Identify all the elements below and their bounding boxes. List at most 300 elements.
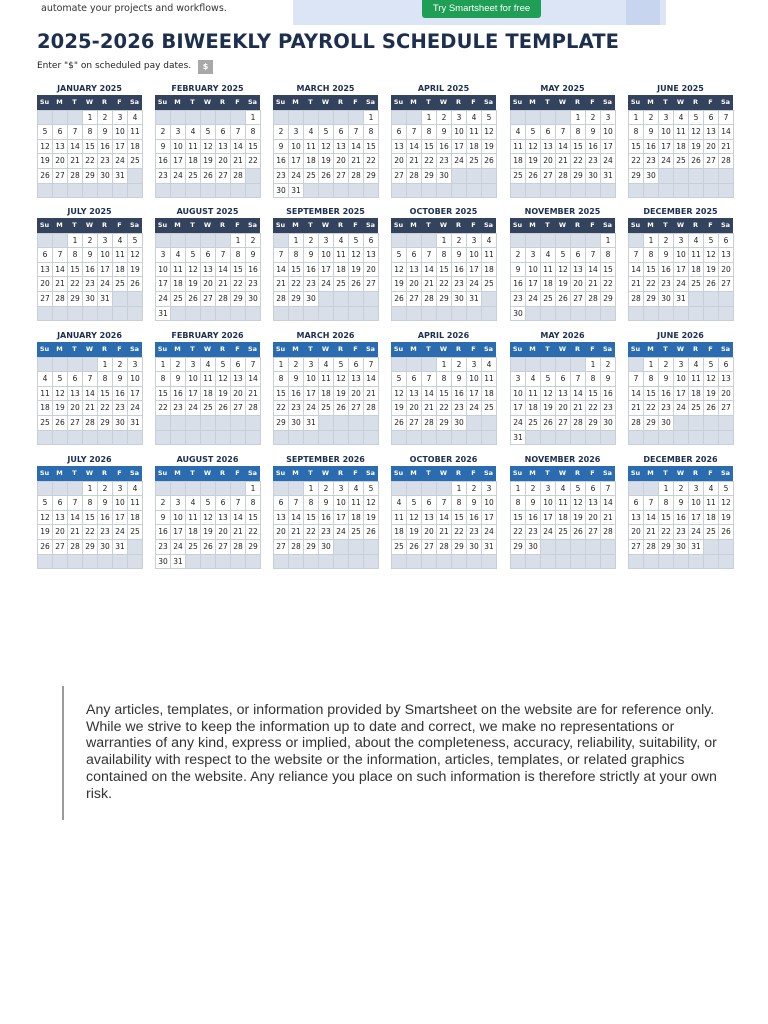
day-cell[interactable]: 15 (643, 386, 659, 402)
day-cell[interactable]: 29 (245, 539, 261, 555)
day-cell[interactable]: 15 (273, 386, 289, 402)
day-cell[interactable]: 15 (510, 510, 526, 526)
day-cell[interactable]: 13 (421, 510, 437, 526)
day-cell[interactable]: 30 (451, 291, 467, 307)
day-cell[interactable]: 25 (555, 524, 571, 540)
day-cell[interactable]: 25 (127, 153, 143, 169)
day-cell[interactable]: 18 (170, 276, 186, 292)
day-cell[interactable]: 31 (600, 168, 616, 184)
day-cell[interactable]: 8 (82, 124, 98, 140)
day-cell[interactable]: 6 (555, 371, 571, 387)
day-cell[interactable]: 27 (348, 400, 364, 416)
day-cell[interactable]: 23 (585, 153, 601, 169)
day-cell[interactable]: 10 (303, 371, 319, 387)
day-cell[interactable]: 28 (67, 539, 83, 555)
day-cell[interactable]: 22 (273, 400, 289, 416)
day-cell[interactable]: 23 (673, 524, 689, 540)
day-cell[interactable]: 9 (318, 495, 334, 511)
day-cell[interactable]: 17 (127, 386, 143, 402)
day-cell[interactable]: 6 (215, 124, 231, 140)
day-cell[interactable]: 18 (703, 510, 719, 526)
day-cell[interactable]: 14 (585, 262, 601, 278)
day-cell[interactable]: 26 (200, 539, 216, 555)
day-cell[interactable]: 2 (82, 233, 98, 249)
day-cell[interactable]: 13 (215, 510, 231, 526)
day-cell[interactable]: 16 (155, 153, 171, 169)
day-cell[interactable]: 13 (718, 371, 734, 387)
day-cell[interactable]: 28 (82, 415, 98, 431)
day-cell[interactable]: 14 (230, 510, 246, 526)
day-cell[interactable]: 11 (127, 495, 143, 511)
day-cell[interactable]: 25 (127, 524, 143, 540)
day-cell[interactable]: 29 (421, 168, 437, 184)
day-cell[interactable]: 13 (215, 139, 231, 155)
day-cell[interactable]: 15 (658, 510, 674, 526)
day-cell[interactable]: 15 (643, 262, 659, 278)
day-cell[interactable]: 18 (391, 524, 407, 540)
day-cell[interactable]: 29 (451, 539, 467, 555)
day-cell[interactable]: 10 (185, 371, 201, 387)
day-cell[interactable]: 11 (185, 510, 201, 526)
day-cell[interactable]: 19 (391, 400, 407, 416)
day-cell[interactable]: 26 (200, 168, 216, 184)
day-cell[interactable]: 2 (288, 357, 304, 373)
day-cell[interactable]: 23 (466, 524, 482, 540)
day-cell[interactable]: 10 (600, 124, 616, 140)
day-cell[interactable]: 10 (540, 495, 556, 511)
day-cell[interactable]: 6 (703, 110, 719, 126)
day-cell[interactable]: 30 (643, 168, 659, 184)
day-cell[interactable]: 4 (37, 371, 53, 387)
day-cell[interactable]: 11 (333, 247, 349, 263)
day-cell[interactable]: 1 (245, 110, 261, 126)
day-cell[interactable]: 2 (273, 124, 289, 140)
day-cell[interactable]: 18 (540, 276, 556, 292)
day-cell[interactable]: 13 (67, 386, 83, 402)
day-cell[interactable]: 9 (97, 495, 113, 511)
day-cell[interactable]: 9 (97, 124, 113, 140)
day-cell[interactable]: 2 (658, 233, 674, 249)
day-cell[interactable]: 9 (585, 124, 601, 140)
day-cell[interactable]: 31 (127, 415, 143, 431)
day-cell[interactable]: 17 (303, 386, 319, 402)
day-cell[interactable]: 28 (67, 168, 83, 184)
day-cell[interactable]: 11 (200, 371, 216, 387)
day-cell[interactable]: 30 (658, 415, 674, 431)
day-cell[interactable]: 29 (363, 168, 379, 184)
day-cell[interactable]: 8 (436, 371, 452, 387)
day-cell[interactable]: 24 (318, 276, 334, 292)
day-cell[interactable]: 4 (112, 233, 128, 249)
day-cell[interactable]: 14 (245, 371, 261, 387)
day-cell[interactable]: 4 (185, 124, 201, 140)
day-cell[interactable]: 4 (688, 233, 704, 249)
day-cell[interactable]: 5 (363, 481, 379, 497)
day-cell[interactable]: 23 (510, 291, 526, 307)
day-cell[interactable]: 7 (67, 124, 83, 140)
day-cell[interactable]: 19 (363, 510, 379, 526)
day-cell[interactable]: 17 (466, 386, 482, 402)
day-cell[interactable]: 16 (436, 139, 452, 155)
day-cell[interactable]: 22 (643, 400, 659, 416)
day-cell[interactable]: 7 (585, 247, 601, 263)
day-cell[interactable]: 2 (303, 233, 319, 249)
day-cell[interactable]: 11 (481, 247, 497, 263)
day-cell[interactable]: 11 (510, 139, 526, 155)
day-cell[interactable]: 24 (688, 524, 704, 540)
day-cell[interactable]: 21 (600, 510, 616, 526)
day-cell[interactable]: 29 (82, 168, 98, 184)
day-cell[interactable]: 1 (67, 233, 83, 249)
day-cell[interactable]: 4 (540, 247, 556, 263)
day-cell[interactable]: 20 (200, 276, 216, 292)
day-cell[interactable]: 13 (391, 139, 407, 155)
day-cell[interactable]: 28 (406, 168, 422, 184)
day-cell[interactable]: 7 (628, 247, 644, 263)
day-cell[interactable]: 27 (52, 539, 68, 555)
day-cell[interactable]: 27 (52, 168, 68, 184)
day-cell[interactable]: 1 (97, 357, 113, 373)
day-cell[interactable]: 1 (570, 110, 586, 126)
day-cell[interactable]: 27 (703, 153, 719, 169)
day-cell[interactable]: 5 (215, 357, 231, 373)
day-cell[interactable]: 5 (185, 247, 201, 263)
day-cell[interactable]: 8 (628, 124, 644, 140)
day-cell[interactable]: 2 (318, 481, 334, 497)
day-cell[interactable]: 13 (200, 262, 216, 278)
day-cell[interactable]: 19 (525, 153, 541, 169)
day-cell[interactable]: 19 (333, 386, 349, 402)
day-cell[interactable]: 30 (525, 539, 541, 555)
day-cell[interactable]: 9 (273, 139, 289, 155)
day-cell[interactable]: 2 (245, 233, 261, 249)
day-cell[interactable]: 14 (230, 139, 246, 155)
day-cell[interactable]: 4 (391, 495, 407, 511)
day-cell[interactable]: 4 (185, 495, 201, 511)
day-cell[interactable]: 25 (200, 400, 216, 416)
day-cell[interactable]: 19 (688, 139, 704, 155)
day-cell[interactable]: 20 (718, 386, 734, 402)
day-cell[interactable]: 16 (303, 262, 319, 278)
day-cell[interactable]: 18 (200, 386, 216, 402)
day-cell[interactable]: 5 (555, 247, 571, 263)
day-cell[interactable]: 3 (688, 481, 704, 497)
day-cell[interactable]: 22 (643, 276, 659, 292)
day-cell[interactable]: 22 (436, 400, 452, 416)
day-cell[interactable]: 12 (37, 510, 53, 526)
day-cell[interactable]: 7 (67, 495, 83, 511)
day-cell[interactable]: 11 (112, 247, 128, 263)
day-cell[interactable]: 2 (451, 233, 467, 249)
day-cell[interactable]: 22 (436, 276, 452, 292)
day-cell[interactable]: 12 (406, 510, 422, 526)
day-cell[interactable]: 27 (273, 539, 289, 555)
day-cell[interactable]: 19 (185, 276, 201, 292)
day-cell[interactable]: 1 (643, 357, 659, 373)
day-cell[interactable]: 1 (510, 481, 526, 497)
day-cell[interactable]: 22 (155, 400, 171, 416)
day-cell[interactable]: 8 (643, 247, 659, 263)
day-cell[interactable]: 28 (215, 291, 231, 307)
day-cell[interactable]: 9 (170, 371, 186, 387)
day-cell[interactable]: 4 (127, 481, 143, 497)
day-cell[interactable]: 1 (585, 357, 601, 373)
day-cell[interactable]: 17 (658, 139, 674, 155)
day-cell[interactable]: 21 (628, 400, 644, 416)
day-cell[interactable]: 30 (245, 291, 261, 307)
day-cell[interactable]: 21 (82, 400, 98, 416)
day-cell[interactable]: 8 (451, 495, 467, 511)
day-cell[interactable]: 6 (333, 124, 349, 140)
day-cell[interactable]: 10 (451, 124, 467, 140)
day-cell[interactable]: 3 (127, 357, 143, 373)
day-cell[interactable]: 19 (718, 510, 734, 526)
day-cell[interactable]: 18 (481, 386, 497, 402)
day-cell[interactable]: 7 (245, 357, 261, 373)
day-cell[interactable]: 3 (333, 481, 349, 497)
day-cell[interactable]: 29 (82, 539, 98, 555)
day-cell[interactable]: 18 (555, 510, 571, 526)
day-cell[interactable]: 4 (688, 357, 704, 373)
day-cell[interactable]: 16 (600, 386, 616, 402)
day-cell[interactable]: 16 (273, 153, 289, 169)
day-cell[interactable]: 3 (185, 357, 201, 373)
day-cell[interactable]: 1 (643, 233, 659, 249)
day-cell[interactable]: 26 (703, 276, 719, 292)
day-cell[interactable]: 19 (348, 262, 364, 278)
day-cell[interactable]: 10 (318, 247, 334, 263)
day-cell[interactable]: 8 (363, 124, 379, 140)
day-cell[interactable]: 5 (525, 124, 541, 140)
day-cell[interactable]: 24 (97, 276, 113, 292)
day-cell[interactable]: 20 (333, 153, 349, 169)
day-cell[interactable]: 6 (718, 233, 734, 249)
day-cell[interactable]: 4 (555, 481, 571, 497)
day-cell[interactable]: 15 (82, 139, 98, 155)
day-cell[interactable]: 7 (421, 247, 437, 263)
day-cell[interactable]: 26 (52, 415, 68, 431)
day-cell[interactable]: 10 (170, 139, 186, 155)
day-cell[interactable]: 17 (510, 400, 526, 416)
day-cell[interactable]: 15 (436, 262, 452, 278)
day-cell[interactable]: 14 (600, 495, 616, 511)
day-cell[interactable]: 12 (185, 262, 201, 278)
day-cell[interactable]: 4 (703, 481, 719, 497)
day-cell[interactable]: 23 (643, 153, 659, 169)
day-cell[interactable]: 30 (436, 168, 452, 184)
day-cell[interactable]: 12 (570, 495, 586, 511)
day-cell[interactable]: 13 (230, 371, 246, 387)
day-cell[interactable]: 2 (643, 110, 659, 126)
day-cell[interactable]: 22 (600, 276, 616, 292)
day-cell[interactable]: 27 (37, 291, 53, 307)
day-cell[interactable]: 1 (363, 110, 379, 126)
day-cell[interactable]: 15 (155, 386, 171, 402)
day-cell[interactable]: 2 (585, 110, 601, 126)
day-cell[interactable]: 27 (540, 168, 556, 184)
day-cell[interactable]: 27 (67, 415, 83, 431)
day-cell[interactable]: 31 (466, 291, 482, 307)
day-cell[interactable]: 28 (555, 168, 571, 184)
day-cell[interactable]: 31 (112, 168, 128, 184)
day-cell[interactable]: 26 (348, 276, 364, 292)
day-cell[interactable]: 20 (67, 400, 83, 416)
day-cell[interactable]: 8 (230, 247, 246, 263)
day-cell[interactable]: 22 (303, 524, 319, 540)
day-cell[interactable]: 10 (673, 371, 689, 387)
day-cell[interactable]: 7 (600, 481, 616, 497)
day-cell[interactable]: 25 (540, 291, 556, 307)
day-cell[interactable]: 21 (52, 276, 68, 292)
day-cell[interactable]: 24 (170, 168, 186, 184)
day-cell[interactable]: 23 (82, 276, 98, 292)
day-cell[interactable]: 14 (421, 262, 437, 278)
day-cell[interactable]: 30 (97, 168, 113, 184)
day-cell[interactable]: 1 (273, 357, 289, 373)
day-cell[interactable]: 11 (303, 139, 319, 155)
day-cell[interactable]: 30 (585, 168, 601, 184)
day-cell[interactable]: 9 (600, 371, 616, 387)
day-cell[interactable]: 24 (600, 153, 616, 169)
day-cell[interactable]: 5 (200, 495, 216, 511)
day-cell[interactable]: 15 (451, 510, 467, 526)
day-cell[interactable]: 20 (540, 153, 556, 169)
day-cell[interactable]: 31 (170, 554, 186, 570)
day-cell[interactable]: 7 (52, 247, 68, 263)
day-cell[interactable]: 13 (52, 139, 68, 155)
day-cell[interactable]: 31 (688, 539, 704, 555)
day-cell[interactable]: 10 (112, 124, 128, 140)
day-cell[interactable]: 30 (155, 554, 171, 570)
day-cell[interactable]: 10 (288, 139, 304, 155)
day-cell[interactable]: 18 (688, 386, 704, 402)
day-cell[interactable]: 2 (112, 357, 128, 373)
day-cell[interactable]: 3 (451, 110, 467, 126)
day-cell[interactable]: 18 (127, 510, 143, 526)
day-cell[interactable]: 13 (718, 247, 734, 263)
day-cell[interactable]: 20 (406, 276, 422, 292)
day-cell[interactable]: 26 (688, 153, 704, 169)
day-cell[interactable]: 30 (466, 539, 482, 555)
day-cell[interactable]: 28 (585, 291, 601, 307)
day-cell[interactable]: 10 (333, 495, 349, 511)
day-cell[interactable]: 9 (510, 262, 526, 278)
day-cell[interactable]: 16 (318, 510, 334, 526)
day-cell[interactable]: 19 (200, 153, 216, 169)
day-cell[interactable]: 21 (436, 524, 452, 540)
day-cell[interactable]: 22 (288, 276, 304, 292)
day-cell[interactable]: 28 (273, 291, 289, 307)
day-cell[interactable]: 29 (97, 415, 113, 431)
day-cell[interactable]: 5 (200, 124, 216, 140)
day-cell[interactable]: 24 (525, 291, 541, 307)
day-cell[interactable]: 13 (52, 510, 68, 526)
day-cell[interactable]: 2 (97, 481, 113, 497)
day-cell[interactable]: 24 (288, 168, 304, 184)
day-cell[interactable]: 30 (318, 539, 334, 555)
day-cell[interactable]: 21 (230, 153, 246, 169)
day-cell[interactable]: 18 (510, 153, 526, 169)
day-cell[interactable]: 15 (628, 139, 644, 155)
day-cell[interactable]: 7 (363, 357, 379, 373)
day-cell[interactable]: 24 (510, 415, 526, 431)
day-cell[interactable]: 26 (215, 400, 231, 416)
day-cell[interactable]: 16 (643, 139, 659, 155)
day-cell[interactable]: 21 (718, 139, 734, 155)
day-cell[interactable]: 27 (555, 415, 571, 431)
day-cell[interactable]: 17 (333, 510, 349, 526)
day-cell[interactable]: 6 (67, 371, 83, 387)
day-cell[interactable]: 12 (37, 139, 53, 155)
day-cell[interactable]: 19 (540, 400, 556, 416)
day-cell[interactable]: 18 (673, 139, 689, 155)
day-cell[interactable]: 5 (540, 371, 556, 387)
day-cell[interactable]: 7 (421, 371, 437, 387)
day-cell[interactable]: 29 (436, 291, 452, 307)
day-cell[interactable]: 14 (52, 262, 68, 278)
day-cell[interactable]: 2 (155, 495, 171, 511)
day-cell[interactable]: 7 (628, 371, 644, 387)
day-cell[interactable]: 1 (628, 110, 644, 126)
day-cell[interactable]: 26 (703, 400, 719, 416)
day-cell[interactable]: 16 (155, 524, 171, 540)
day-cell[interactable]: 6 (230, 357, 246, 373)
day-cell[interactable]: 14 (628, 262, 644, 278)
day-cell[interactable]: 12 (348, 247, 364, 263)
day-cell[interactable]: 24 (112, 153, 128, 169)
day-cell[interactable]: 10 (112, 495, 128, 511)
day-cell[interactable]: 14 (570, 386, 586, 402)
day-cell[interactable]: 20 (406, 400, 422, 416)
day-cell[interactable]: 14 (555, 139, 571, 155)
day-cell[interactable]: 17 (673, 386, 689, 402)
day-cell[interactable]: 30 (288, 415, 304, 431)
day-cell[interactable]: 20 (391, 153, 407, 169)
day-cell[interactable]: 25 (318, 400, 334, 416)
day-cell[interactable]: 19 (406, 524, 422, 540)
day-cell[interactable]: 19 (555, 276, 571, 292)
day-cell[interactable]: 25 (510, 168, 526, 184)
day-cell[interactable]: 5 (406, 495, 422, 511)
day-cell[interactable]: 9 (643, 124, 659, 140)
day-cell[interactable]: 29 (570, 168, 586, 184)
day-cell[interactable]: 31 (288, 183, 304, 199)
day-cell[interactable]: 8 (82, 495, 98, 511)
day-cell[interactable]: 20 (52, 153, 68, 169)
day-cell[interactable]: 17 (97, 262, 113, 278)
day-cell[interactable]: 7 (348, 124, 364, 140)
day-cell[interactable]: 17 (112, 139, 128, 155)
day-cell[interactable]: 26 (570, 524, 586, 540)
day-cell[interactable]: 29 (600, 291, 616, 307)
day-cell[interactable]: 23 (170, 400, 186, 416)
day-cell[interactable]: 5 (333, 357, 349, 373)
day-cell[interactable]: 19 (127, 262, 143, 278)
day-cell[interactable]: 5 (318, 124, 334, 140)
day-cell[interactable]: 13 (273, 510, 289, 526)
day-cell[interactable]: 9 (82, 247, 98, 263)
day-cell[interactable]: 12 (688, 124, 704, 140)
day-cell[interactable]: 25 (525, 415, 541, 431)
day-cell[interactable]: 31 (303, 415, 319, 431)
day-cell[interactable]: 19 (37, 524, 53, 540)
day-cell[interactable]: 19 (215, 386, 231, 402)
day-cell[interactable]: 25 (185, 168, 201, 184)
day-cell[interactable]: 23 (155, 168, 171, 184)
day-cell[interactable]: 28 (718, 153, 734, 169)
day-cell[interactable]: 21 (215, 276, 231, 292)
day-cell[interactable]: 12 (318, 139, 334, 155)
